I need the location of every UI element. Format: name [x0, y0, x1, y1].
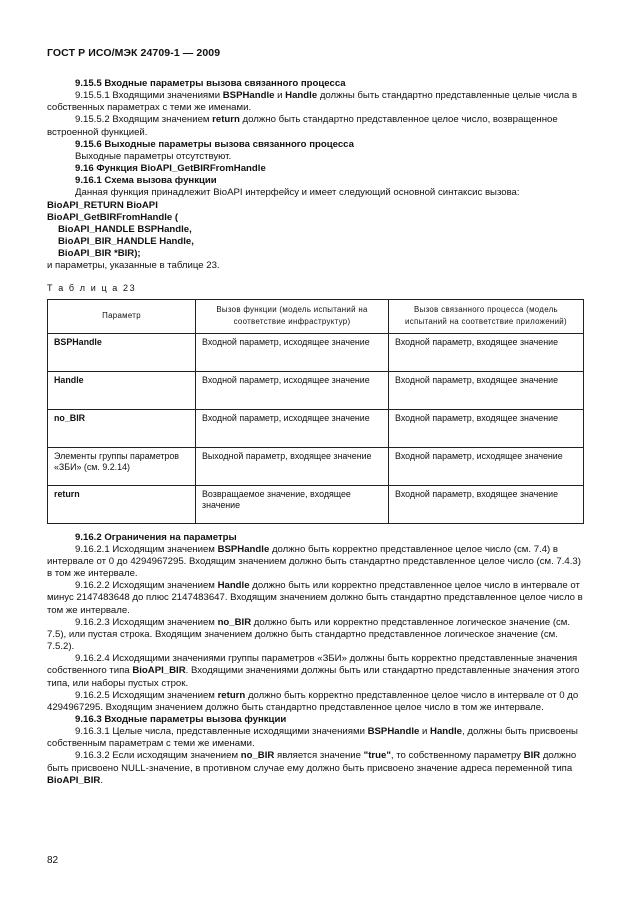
- parameters-table: [47, 299, 584, 524]
- table-cell: Входной параметр, исходящее значение: [196, 371, 389, 409]
- para-9-16-2-2: 9.16.2.2 Исходящим значением Handle должно быть или корректно представленное целое число в интервале от минус 2147483648 до плюс 2147483647. Входящим значением должно быть стандартно представленное целое число в том же интервале.: [47, 580, 583, 616]
- para-9-16-2-3: 9.16.2.3 Исходящим значением no_BIR должно быть или корректно представленное логическое значение (см. 7.5), или пустая строка. Входящим значением должно быть стандартно представленное логическое значение (см. 7.5.2).: [47, 616, 571, 653]
- page-header: ГОСТ Р ИСО/МЭК 24709-1 — 2009: [47, 47, 221, 59]
- para-9-16-2-4: 9.16.2.4 Исходящими значениями группы параметров «ЗБИ» должны быть корректно представленные значения собственного типа BioAPI_BIR. Входящими значениями должны быть или стандартно представленные значения этого типа, или наборы пустых строк.: [47, 653, 580, 689]
- table-cell-parameter: BSPHandle: [48, 333, 196, 371]
- heading-9-16-2: 9.16.2 Ограничения на параметры: [75, 531, 237, 543]
- table-cell-parameter: return: [48, 485, 196, 523]
- para-9-15-5-2: 9.15.5.2 Входящим значением return должно быть стандартно представленное целое число, возвращенное встроенной функцией.: [47, 114, 558, 138]
- page-content: [47, 78, 583, 787]
- heading-9-16-1: 9.16.1 Схема вызова функции: [75, 175, 217, 187]
- table-cell: Входной параметр, входящее значение: [389, 485, 584, 523]
- page-number: 82: [47, 855, 59, 866]
- table-row: [48, 333, 584, 371]
- para-9-16-3-2: 9.16.3.2 Если исходящим значением no_BIR является значение "true", то собственному параметру BIR должно быть присвоено NULL-значение, в противном случае ему должно быть присвоено значение адреса переменной типа BioAPI_BIR.: [47, 750, 577, 786]
- table-cell: Входной параметр, входящее значение: [389, 409, 584, 447]
- table-cell: Выходной параметр, входящее значение: [196, 447, 389, 485]
- para-9-16-1-intro: Данная функция принадлежит BioAPI интерфейсу и имеет следующий основной синтаксис вызова:: [75, 187, 520, 199]
- table-header-cell: Параметр: [48, 299, 196, 333]
- table-row: [48, 447, 584, 485]
- para-9-16-3-1: 9.16.3.1 Целые числа, представленные исходящими значениями BSPHandle и Handle, должны быть присвоены собственным параметрам с теми же именами.: [47, 726, 578, 750]
- table-cell: Входной параметр, исходящее значение: [196, 333, 389, 371]
- table-header-cell: Вызов функции (модель испытаний на соответствие инфраструктур): [196, 299, 389, 333]
- table-cell: Входной параметр, исходящее значение: [196, 409, 389, 447]
- table-cell: Входной параметр, исходящее значение: [389, 447, 584, 485]
- para-9-16-2-1: 9.16.2.1 Исходящим значением BSPHandle должно быть корректно представленное целое число (см. 7.4) в интервале от 0 до 4294967295. Входящим значением должно быть стандартно представленное целое число (см. 7.4.3) в том же интервале.: [47, 543, 581, 580]
- table-header-row: [48, 299, 584, 333]
- table-cell-parameter: Элементы группы параметров «ЗБИ» (см. 9.2.14): [48, 447, 196, 485]
- code-line-2: BioAPI_GetBIRFromHandle (: [47, 211, 179, 223]
- code-line-3: BioAPI_HANDLE BSPHandle,: [58, 223, 192, 235]
- table-caption: Т а б л и ц а 23: [47, 282, 137, 293]
- heading-9-15-6: 9.15.6 Выходные параметры вызова связанного процесса: [75, 138, 354, 150]
- code-line-5: BioAPI_BIR *BIR);: [58, 248, 141, 260]
- table-cell-parameter: Handle: [48, 371, 196, 409]
- table-header-cell: Вызов связанного процесса (модель испытаний на соответствие приложений): [389, 299, 584, 333]
- para-9-16-1-after: и параметры, указанные в таблице 23.: [47, 260, 220, 272]
- table-cell: Возвращаемое значение, входящее значение: [196, 485, 389, 523]
- para-9-15-5-1: 9.15.5.1 Входящими значениями BSPHandle и Handle должны быть стандартно представленные целые числа в собственных параметрах с теми же именами.: [47, 90, 578, 114]
- heading-9-16-3: 9.16.3 Входные параметры вызова функции: [75, 714, 287, 725]
- table-row: [48, 485, 584, 523]
- heading-9-15-5: 9.15.5 Входные параметры вызова связанного процесса: [75, 78, 346, 89]
- table-row: [48, 371, 584, 409]
- code-line-4: BioAPI_BIR_HANDLE Handle,: [58, 236, 194, 248]
- table-cell-parameter: no_BIR: [48, 409, 196, 447]
- table-cell: Входной параметр, входящее значение: [389, 333, 584, 371]
- table-row: [48, 409, 584, 447]
- table-cell: Входной параметр, входящее значение: [389, 371, 584, 409]
- heading-9-16: 9.16 Функция BioAPI_GetBIRFromHandle: [75, 163, 266, 175]
- para-9-15-6-1: Выходные параметры отсутствуют.: [75, 150, 232, 162]
- para-9-16-2-5: 9.16.2.5 Исходящим значением return должно быть корректно представленное целое число в интервале от 0 до 4294967295. Входящим значением должно быть стандартно представленное целое число в том же интервале.: [47, 689, 579, 713]
- code-line-1: BioAPI_RETURN BioAPI: [47, 199, 158, 211]
